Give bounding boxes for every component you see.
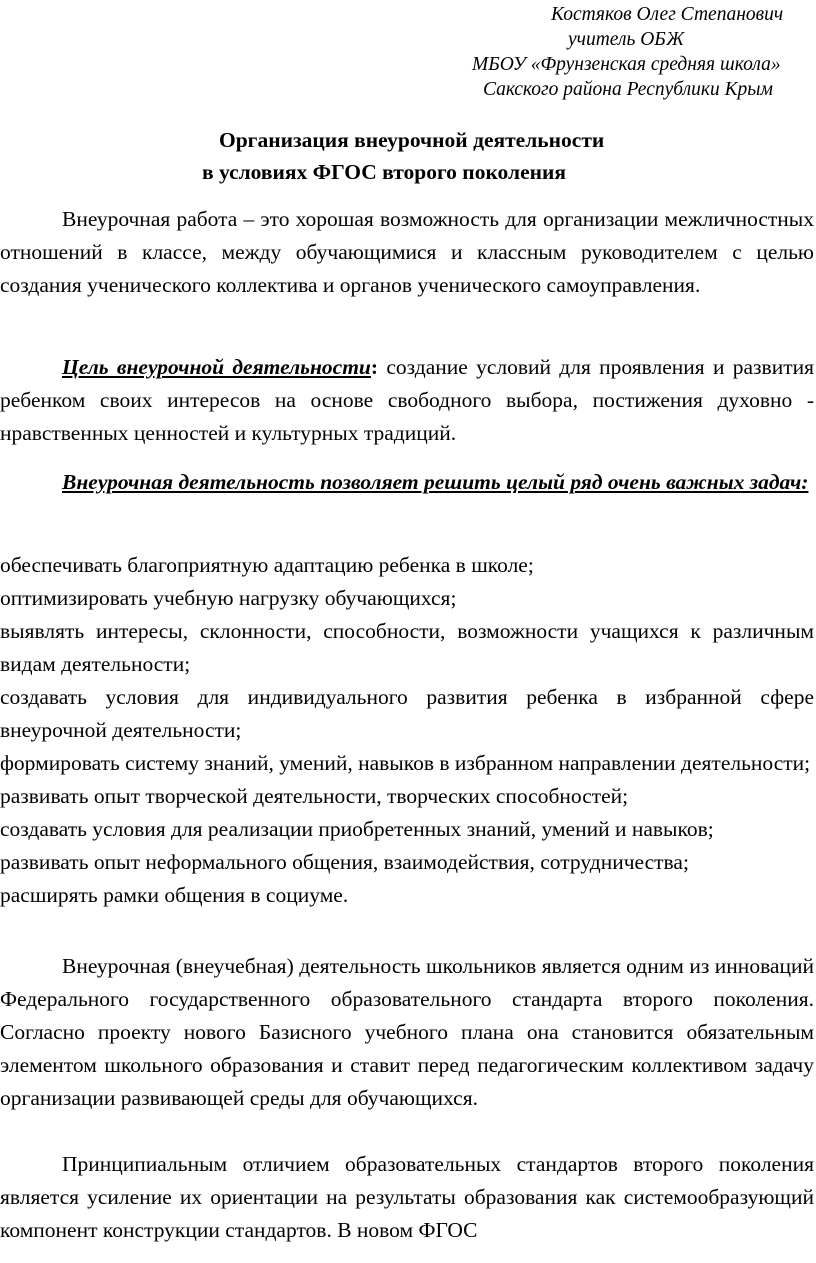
goal-label: Цель внеурочной деятельности [62, 355, 371, 379]
task-list [0, 549, 814, 912]
author-school: МБОУ «Фрунзенская средняя школа» [472, 54, 781, 75]
tasks-heading: Внеурочная деятельность позволяет решить целый ряд очень важных задач: [62, 470, 809, 494]
goal-colon: : [370, 355, 379, 379]
list-item: обеспечивать благоприятную адаптацию ребенка в школе; [0, 553, 534, 577]
principal-difference-paragraph: Принципиальным отличием образовательных стандартов второго поколения является усиление их ориентации на результаты образования как системообразующий компонент конструкции стандартов. В новом ФГОС [0, 1152, 814, 1242]
list-item: создавать условия для реализации приобретенных знаний, умений и навыков; [0, 817, 714, 841]
list-item: развивать опыт неформального общения, взаимодействия, сотрудничества; [0, 850, 689, 874]
page-title-line-2: в условиях ФГОС второго поколения [202, 160, 567, 184]
innovation-paragraph: Внеурочная (внеучебная) деятельность школьников является одним из инноваций Федерального государственного образовательного стандарта второго поколения. Согласно проекту нового Базисного учебного плана она становится обязательным элементом школьного образования и ставит перед педагогическим коллективом задачу организации развивающей среды для обучающихся. [0, 954, 814, 1110]
list-item: расширять рамки общения в социуме. [0, 883, 349, 907]
author-position: учитель ОБЖ [568, 29, 685, 50]
intro-paragraph: Внеурочная работа – это хорошая возможность для организации межличностных отношений в классе, между обучающимися и классным руководителем с целью создания ученического коллектива и органов ученического самоуправления. [0, 207, 814, 297]
author-region: Сакского района Республики Крым [483, 79, 773, 100]
list-item: формировать систему знаний, умений, навыков в избранном направлении деятельности; [0, 751, 811, 775]
goal-text: создание условий для проявления и развития ребенком своих интересов на основе свободного выбора, постижения духовно - нравственных ценностей и культурных традиций. [0, 355, 814, 445]
author-name: Костяков Олег Степанович [551, 4, 784, 25]
list-item: выявлять интересы, склонности, способности, возможности учащихся к различным видам деятельности; [0, 619, 814, 676]
list-item: создавать условия для индивидуального развития ребенка в избранной сфере внеурочной деятельности; [0, 685, 814, 742]
goal-paragraph [0, 351, 814, 450]
list-item: оптимизировать учебную нагрузку обучающихся; [0, 586, 457, 610]
list-item: развивать опыт творческой деятельности, творческих способностей; [0, 784, 629, 808]
page-title-line-1: Организация внеурочной деятельности [219, 128, 605, 152]
